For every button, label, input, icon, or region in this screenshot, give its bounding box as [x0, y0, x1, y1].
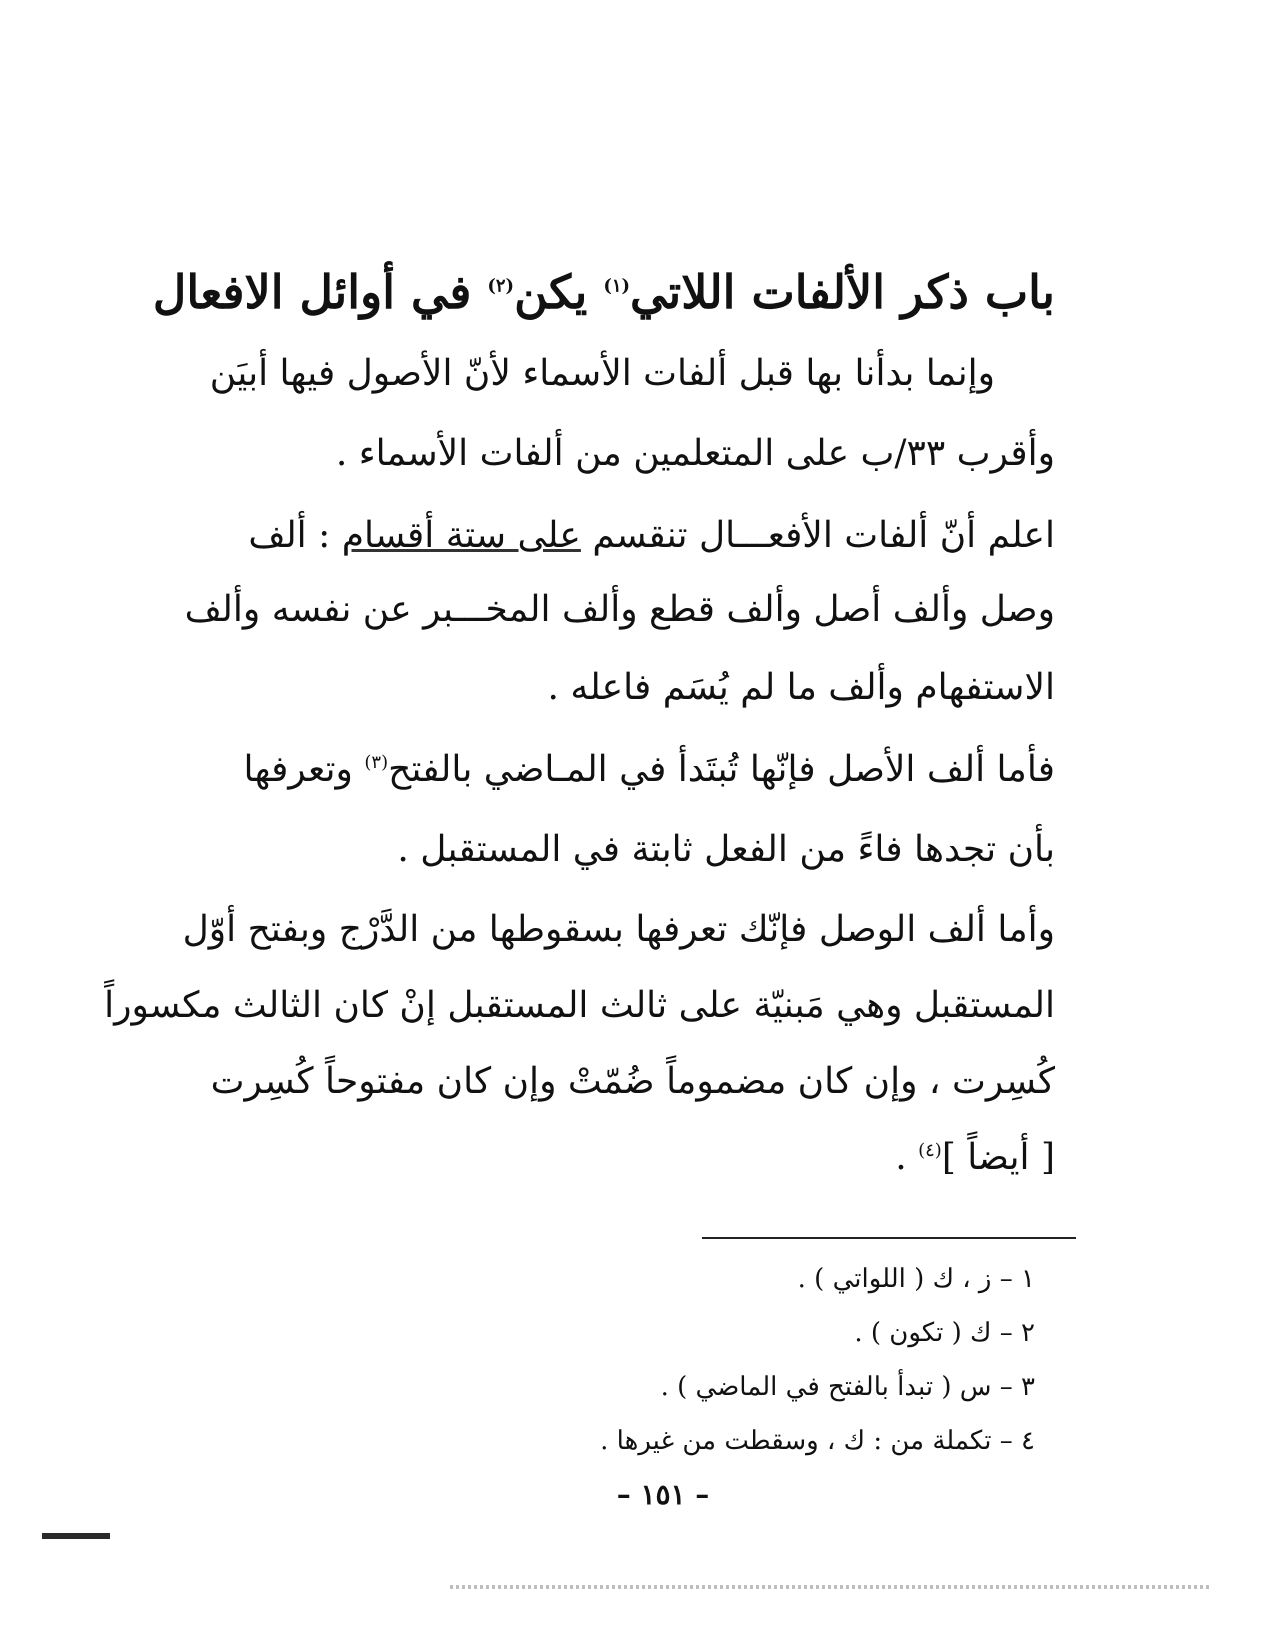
paragraph-2-line-1-end: : ألف — [248, 515, 342, 556]
underlined-phrase: على ستة أقسام — [341, 515, 581, 556]
paragraph-2-line-1-start: اعلم أنّ ألفات الأفعـــال تنقسم — [580, 515, 1055, 556]
paragraph-4-line-1: وأما ألف الوصل فإنّك تعرفها بسقوطها من الدَّرْج وبفتح أوّل — [182, 909, 1055, 950]
paragraph-4-line-3: كُسِرت ، وإن كان مضموماً ضُمّتْ وإن كان مفتوحاً كُسِرت — [210, 1061, 1055, 1102]
footnote-2: ٢ – ك ( تكون ) . — [854, 1318, 1035, 1348]
scan-artifact-line — [450, 1585, 1210, 1589]
paragraph-1-line-2: وأقرب ٣٣/ب على المتعلمين من ألفات الأسماء . — [335, 433, 1055, 474]
paragraph-3-line-1-end: وتعرفها — [243, 749, 365, 790]
paragraph-3-line-1 — [244, 740, 1056, 800]
footnote-divider — [702, 1237, 1076, 1239]
footnote-ref-3: (٣) — [364, 752, 389, 773]
footnote-ref-2: (٢) — [487, 275, 515, 297]
footnote-4: ٤ – تكملة من : ك ، وسقطت من غيرها . — [600, 1426, 1035, 1456]
chapter-title — [153, 262, 1055, 322]
title-part-b: يكن — [514, 265, 604, 319]
paragraph-2-line-2: وصل وألف أصل وألف قطع وألف المخـــبر عن نفسه وألف — [184, 589, 1055, 630]
bracketed-addition: [ أيضاً ] — [941, 1137, 1055, 1178]
paragraph-2-line-1 — [248, 506, 1055, 566]
paragraph-2-line-3: الاستفهام وألف ما لم يُسَم فاعله . — [547, 667, 1055, 708]
scan-artifact-bar — [42, 1533, 110, 1539]
title-part-a: باب ذكر الألفات اللاتي — [630, 265, 1055, 319]
paragraph-1-line-1: وإنما بدأنا بها قبل ألفات الأسماء لأنّ الأصول فيها أبيَن — [209, 353, 995, 394]
footnote-3: ٣ – س ( تبدأ بالفتح في الماضي ) . — [660, 1372, 1035, 1402]
paragraph-4-line-4 — [895, 1128, 1055, 1188]
footnote-ref-4: (٤) — [918, 1140, 942, 1161]
footnote-ref-1: (١) — [603, 275, 631, 297]
paragraph-3-line-2: بأن تجدها فاءً من الفعل ثابتة في المستقبل . — [397, 829, 1055, 870]
page-number: – ١٥١ – — [616, 1478, 710, 1511]
footnote-1: ١ – ز ، ك ( اللواتي ) . — [797, 1264, 1035, 1294]
title-part-c: في أوائل الافعال — [152, 265, 488, 319]
paragraph-3-line-1-start: فأما ألف الأصل فإنّها تُبتَدأ في المـاضي بالفتح — [388, 749, 1055, 790]
paragraph-4-line-4-end: . — [895, 1137, 919, 1178]
paragraph-4-line-2: المستقبل وهي مَبنيّة على ثالث المستقبل إنْ كان الثالث مكسوراً — [104, 985, 1055, 1026]
